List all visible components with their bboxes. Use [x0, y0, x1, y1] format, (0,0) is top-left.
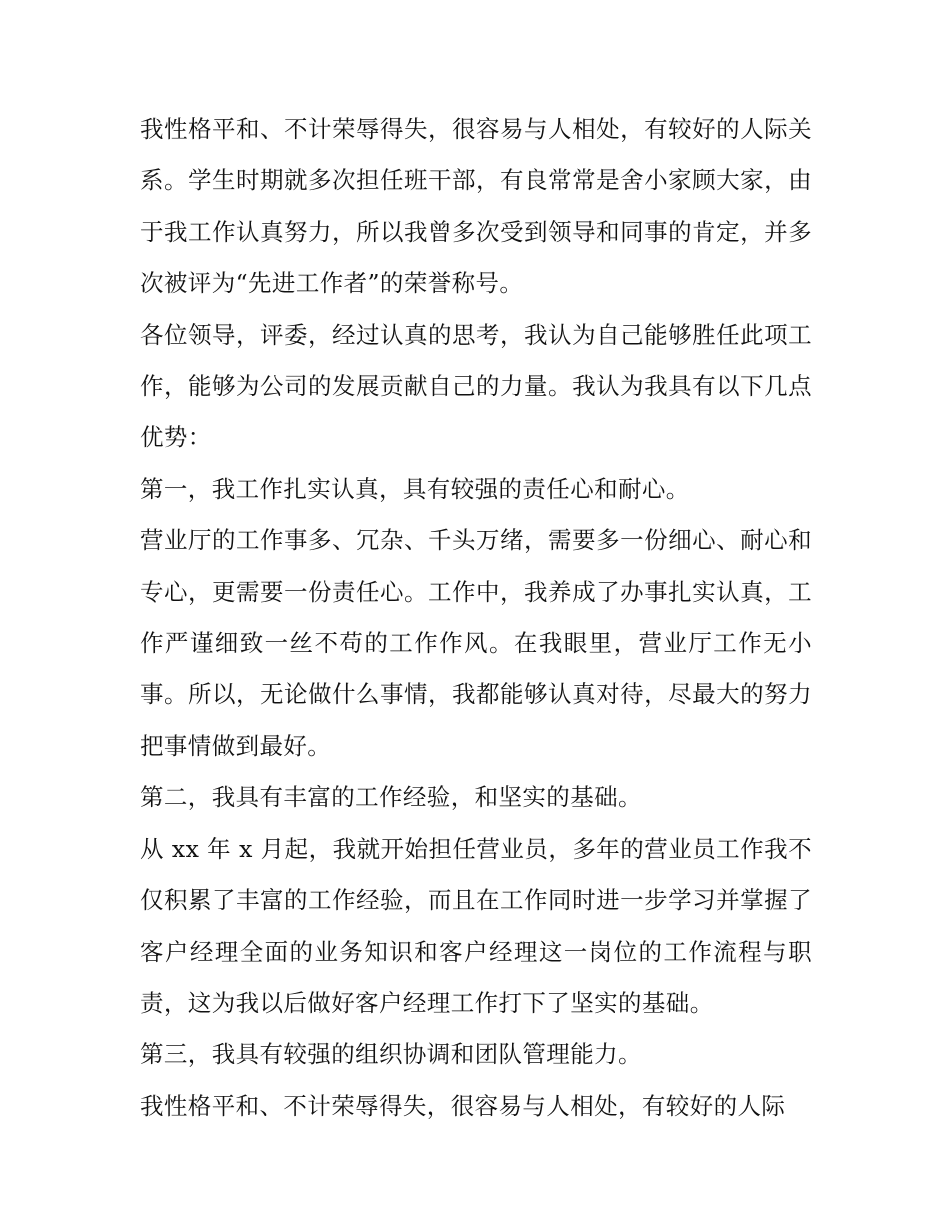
paragraph-personality: 我性格平和、不计荣辱得失，很容易与人相处，有较好的人际关系。学生时期就多次担任班干部，有良常常是舍小家顾大家，由于我工作认真努力，所以我曾多次受到领导和同事的肯定，并多次被评为“先进工作者”的荣誉称号。	[140, 115, 812, 298]
paragraph-point-one-heading: 第一，我工作扎实认真，具有较强的责任心和耐心。	[140, 474, 690, 503]
document-body	[140, 104, 812, 1132]
paragraph-point-two-detail: 从 xx 年 x 月起，我就开始担任营业员，多年的营业员工作我不仅积累了丰富的工作经验，而且在工作同时进一步学习并掌握了客户经理全面的业务知识和客户经理这一岗位的工作流程与职责，这为我以后做好客户经理工作打下了坚实的基础。	[140, 834, 812, 1017]
paragraph-point-three-heading: 第三，我具有较强的组织协调和团队管理能力。	[140, 1040, 642, 1069]
paragraph-self-assessment: 各位领导，评委，经过认真的思考，我认为自己能够胜任此项工作，能够为公司的发展贡献自己的力量。我认为我具有以下几点优势：	[140, 320, 812, 452]
paragraph-point-one-detail: 营业厅的工作事多、冗杂、千头万绪，需要多一份细心、耐心和专心，更需要一份责任心。工作中，我养成了办事扎实认真，工作严谨细致一丝不苟的工作作风。在我眼里，营业厅工作无小事。所以，无论做什么事情，我都能够认真对待，尽最大的努力把事情做到最好。	[140, 526, 812, 760]
paragraph-point-three-detail: 我性格平和、不计荣辱得失，很容易与人相处，有较好的人际	[140, 1091, 786, 1120]
paragraph-point-two-heading: 第二，我具有丰富的工作经验，和坚实的基础。	[140, 783, 642, 812]
